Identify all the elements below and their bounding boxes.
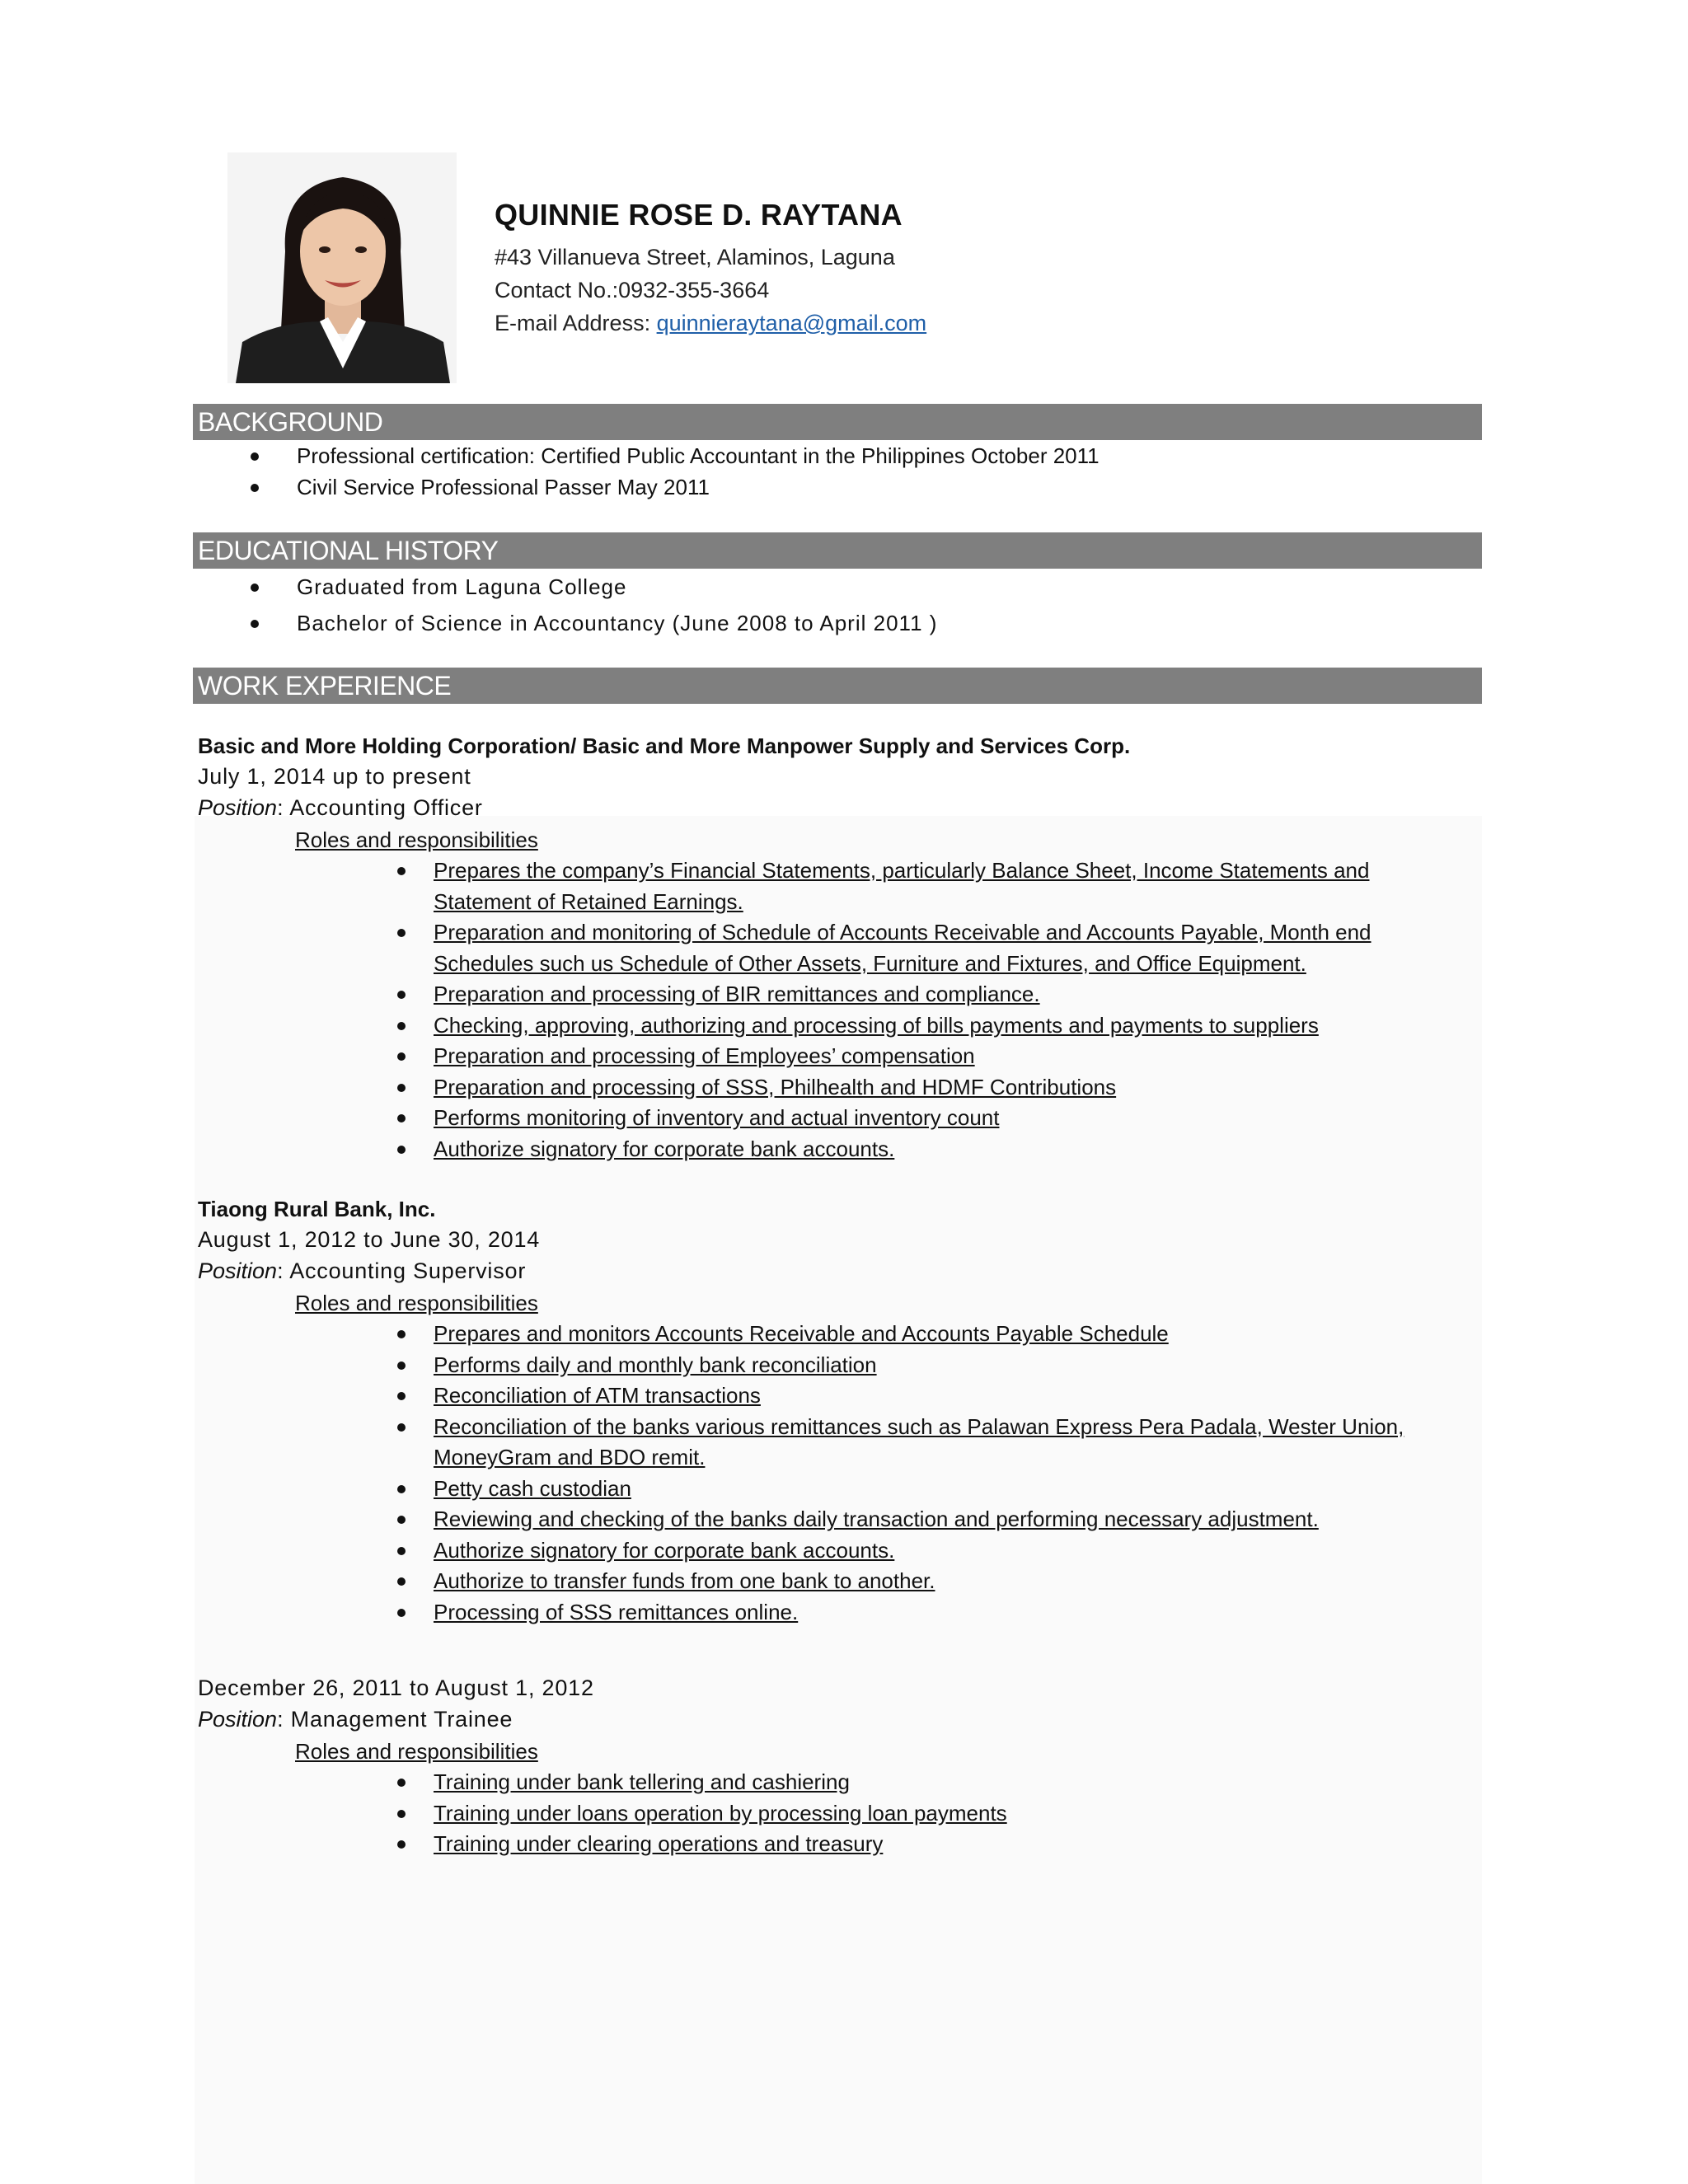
- roles-heading: Roles and responsibilities: [295, 827, 538, 852]
- role-item: Preparation and processing of BIR remittances and compliance.: [434, 979, 1456, 1010]
- roles-list: [434, 1767, 1456, 1860]
- position-label: Position: [198, 795, 278, 820]
- role-item: Authorize signatory for corporate bank accounts.: [434, 1134, 1456, 1165]
- profile-photo: [227, 152, 457, 383]
- email-link[interactable]: quinnieraytana@gmail.com: [656, 311, 927, 335]
- roles-heading: Roles and responsibilities: [295, 1739, 538, 1764]
- position-label: Position: [198, 1258, 278, 1283]
- job-entry-1: [198, 730, 1484, 1165]
- role-item: Performs daily and monthly bank reconciliation: [434, 1350, 1456, 1381]
- position-title: Accounting Officer: [289, 795, 483, 820]
- email-line: [495, 307, 926, 340]
- job-dates: July 1, 2014 up to present: [198, 764, 471, 789]
- section-education-heading: EDUCATIONAL HISTORY: [193, 532, 1482, 569]
- roles-list: [434, 1319, 1456, 1628]
- job-entry-3: [198, 1673, 1484, 1860]
- portrait-icon: [227, 152, 457, 383]
- role-item: Training under clearing operations and treasury: [434, 1829, 1456, 1860]
- role-item: Training under bank tellering and cashiering: [434, 1767, 1456, 1798]
- job-entry-2: [198, 1193, 1484, 1628]
- contact-number: 0932-355-3664: [618, 278, 770, 302]
- job-position: Position: Accounting Supervisor: [198, 1258, 527, 1283]
- resume-header: [495, 198, 926, 340]
- applicant-name: QUINNIE ROSE D. RAYTANA: [495, 198, 903, 232]
- contact-label: Contact No.:: [495, 278, 619, 302]
- address: #43 Villanueva Street, Alaminos, Laguna: [495, 245, 895, 269]
- list-item: Graduated from Laguna College: [247, 569, 937, 605]
- role-item: Petty cash custodian: [434, 1474, 1456, 1505]
- role-item: Preparation and processing of Employees’ compensation: [434, 1041, 1456, 1072]
- background-list: [247, 440, 1100, 503]
- list-item: Professional certification: Certified Public Accountant in the Philippines October 2011: [247, 440, 1100, 471]
- position-title: Management Trainee: [290, 1707, 513, 1732]
- roles-list: [434, 855, 1456, 1165]
- role-item: Preparation and monitoring of Schedule of Accounts Receivable and Accounts Payable, Month end Schedules such us Schedule of Other Assets, Furniture and Fixtures, and Office Equipment.: [434, 917, 1456, 979]
- job-position: Position: Accounting Officer: [198, 795, 483, 820]
- role-item: Reconciliation of ATM transactions: [434, 1380, 1456, 1412]
- company-name: Tiaong Rural Bank, Inc.: [198, 1197, 436, 1221]
- contact-line: [495, 274, 926, 307]
- job-dates: August 1, 2012 to June 30, 2014: [198, 1227, 541, 1252]
- role-item: Prepares the company’s Financial Statements, particularly Balance Sheet, Income Statements and Statement of Retained Earnings.: [434, 855, 1456, 917]
- position-label: Position: [198, 1707, 278, 1732]
- role-item: Authorize signatory for corporate bank accounts.: [434, 1535, 1456, 1567]
- list-item: Civil Service Professional Passer May 2011: [247, 471, 1100, 503]
- job-dates: December 26, 2011 to August 1, 2012: [198, 1675, 594, 1700]
- education-list: [247, 569, 937, 641]
- section-work-heading: WORK EXPERIENCE: [193, 668, 1482, 704]
- role-item: Authorize to transfer funds from one bank to another.: [434, 1566, 1456, 1597]
- company-name: Basic and More Holding Corporation/ Basic and More Manpower Supply and Services Corp.: [198, 733, 1131, 758]
- list-item: Bachelor of Science in Accountancy (June 2008 to April 2011 ): [247, 605, 937, 641]
- position-title: Accounting Supervisor: [289, 1258, 527, 1283]
- role-item: Training under loans operation by processing loan payments: [434, 1798, 1456, 1830]
- section-background-heading: BACKGROUND: [193, 404, 1482, 440]
- role-item: Performs monitoring of inventory and actual inventory count: [434, 1103, 1456, 1134]
- role-item: Preparation and processing of SSS, Philhealth and HDMF Contributions: [434, 1072, 1456, 1104]
- job-position: Position: Management Trainee: [198, 1707, 513, 1732]
- role-item: Checking, approving, authorizing and processing of bills payments and payments to suppliers: [434, 1010, 1456, 1042]
- roles-heading: Roles and responsibilities: [295, 1291, 538, 1315]
- email-label: E-mail Address:: [495, 311, 651, 335]
- role-item: Prepares and monitors Accounts Receivable and Accounts Payable Schedule: [434, 1319, 1456, 1350]
- role-item: Reconciliation of the banks various remittances such as Palawan Express Pera Padala, Wester Union, MoneyGram and BDO remit.: [434, 1412, 1456, 1474]
- role-item: Reviewing and checking of the banks daily transaction and performing necessary adjustment.: [434, 1504, 1456, 1535]
- role-item: Processing of SSS remittances online.: [434, 1597, 1456, 1629]
